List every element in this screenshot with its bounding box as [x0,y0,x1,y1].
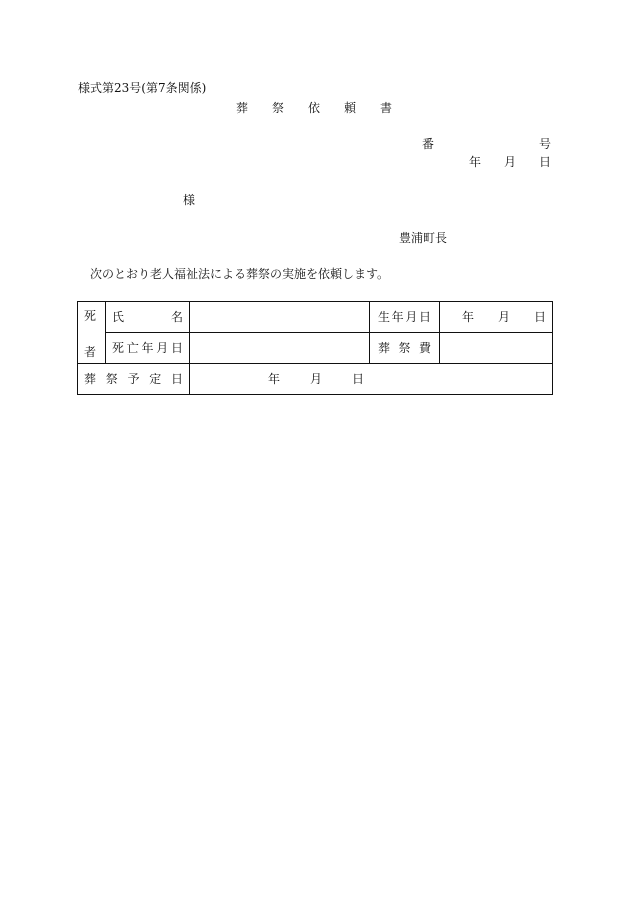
table-row-death-date [78,333,553,364]
year-char: 年 [462,310,475,324]
issuer-name: 豊浦町長 [399,231,448,245]
month-char: 月 [497,310,510,324]
scheduled-date-label-char: 日 [170,372,183,386]
scheduled-date-field[interactable] [190,364,553,395]
birthdate-label-char: 生 [378,310,391,324]
death-date-label-char: 月 [156,341,169,355]
funeral-cost-label-char: 費 [418,341,431,355]
number-label-left: 番 [422,137,435,151]
deceased-char: 死 [84,309,97,323]
funeral-request-table [77,301,553,395]
title-char: 頼 [343,101,356,115]
scheduled-date-label-char: 葬 [84,372,97,386]
scheduled-date-label-char: 予 [127,372,140,386]
title-char: 書 [379,101,392,115]
day-char: 日 [352,372,365,386]
birthdate-label-char: 日 [418,310,431,324]
document-title [236,101,392,115]
month-char: 月 [503,155,516,169]
name-label [106,302,190,333]
title-char: 葬 [236,101,249,115]
deceased-char: 者 [84,345,97,359]
form-id: 様式第23号(第7条関係) [78,81,207,95]
title-char: 依 [307,101,320,115]
title-char: 祭 [271,101,284,115]
body-text: 次のとおり老人福祉法による葬祭の実施を依頼します。 [90,267,390,281]
name-label-char: 名 [170,310,183,324]
addressee-suffix: 様 [183,193,196,207]
birthdate-field[interactable] [440,302,553,333]
death-date-field[interactable] [190,333,370,364]
day-char: 日 [538,155,551,169]
funeral-cost-label-char: 祭 [398,341,411,355]
funeral-cost-field[interactable] [440,333,553,364]
name-field[interactable] [190,302,370,333]
birthdate-label [370,302,440,333]
date-line [469,155,551,169]
year-char: 年 [268,372,281,386]
death-date-label-char: 年 [141,341,154,355]
scheduled-date-label-char: 祭 [105,372,118,386]
death-date-label-char: 日 [170,341,183,355]
number-line [422,137,551,151]
year-char: 年 [469,155,482,169]
birthdate-label-char: 年 [391,310,404,324]
death-date-label [106,333,190,364]
number-label-right: 号 [538,137,551,151]
death-date-label-char: 死 [112,341,125,355]
funeral-cost-label [370,333,440,364]
table-row-name [78,302,553,333]
month-char: 月 [310,372,323,386]
deceased-label [78,302,106,364]
death-date-label-char: 亡 [126,341,139,355]
name-label-char: 氏 [112,310,125,324]
scheduled-date-label [78,364,190,395]
table-row-scheduled-date [78,364,553,395]
birthdate-label-char: 月 [405,310,418,324]
scheduled-date-label-char: 定 [149,372,162,386]
funeral-cost-label-char: 葬 [378,341,391,355]
day-char: 日 [533,310,546,324]
